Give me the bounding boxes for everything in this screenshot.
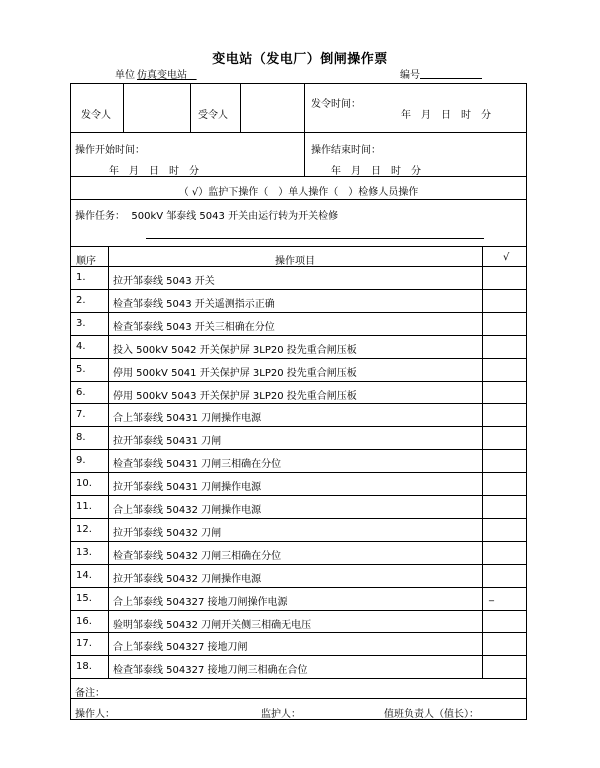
issuer-label: 发令人 <box>81 110 111 121</box>
column-header-item: 操作项目 <box>275 256 315 267</box>
row-seq: 7. <box>76 409 86 421</box>
divider <box>71 132 526 133</box>
table-row <box>71 495 526 518</box>
chief-label: 值班负责人（值长）： <box>384 709 479 720</box>
table-row <box>71 358 526 381</box>
divider <box>71 678 526 679</box>
receiver-field[interactable] <box>241 85 303 131</box>
table-row <box>71 587 526 610</box>
start-time-label: 操作开始时间： <box>75 145 145 156</box>
row-seq: 6. <box>76 386 86 398</box>
row-operation-item: 检查邹泰线 5043 开关三相确在分位 <box>113 321 275 333</box>
divider <box>71 246 526 247</box>
row-operation-item: 拉开邹泰线 50432 刀闸 <box>113 527 222 539</box>
supervisor-label: 监护人： <box>261 709 301 720</box>
issue-time-fields[interactable]: 年 月 日 时 分 <box>401 110 491 121</box>
row-seq: 2. <box>76 294 86 306</box>
number-blank <box>420 68 482 79</box>
unit-label: 单位 <box>115 70 135 81</box>
row-operation-item: 检查邹泰线 50431 刀闸三相确在分位 <box>113 459 282 471</box>
end-time-label: 操作结束时间： <box>311 145 381 156</box>
table-row <box>71 472 526 495</box>
row-seq: 8. <box>76 432 86 444</box>
ticket-table <box>70 83 527 720</box>
end-time-fields[interactable]: 年 月 日 时 分 <box>331 166 421 177</box>
task-line <box>75 207 338 222</box>
start-time-fields[interactable]: 年 月 日 时 分 <box>109 166 199 177</box>
table-row <box>71 335 526 358</box>
row-seq: 5. <box>76 363 86 375</box>
page-title: 变电站（发电厂）倒闸操作票 <box>212 52 388 67</box>
row-seq: 16. <box>76 615 92 627</box>
row-operation-item: 拉开邹泰线 5043 开关 <box>113 276 215 287</box>
row-operation-item: 投入 500kV 5042 开关保护屏 3LP20 投先重合闸压板 <box>113 344 357 356</box>
row-operation-item: 拉开邹泰线 50431 刀闸 <box>113 436 222 448</box>
unit-value: 仿真变电站 <box>137 70 187 81</box>
row-operation-item: 拉开邹泰线 50431 刀闸操作电源 <box>113 482 262 494</box>
table-row <box>71 426 526 449</box>
number-label: 编号 <box>400 70 420 81</box>
issue-time-label: 发令时间： <box>311 99 361 110</box>
row-seq: 12. <box>76 523 92 535</box>
column-header-seq: 顺序 <box>76 256 96 267</box>
table-row <box>71 632 526 655</box>
table-row <box>71 312 526 335</box>
remarks-label: 备注： <box>75 688 105 699</box>
table-row <box>71 610 526 633</box>
table-row <box>71 381 526 404</box>
row-operation-item: 停用 500kV 5043 开关保护屏 3LP20 投先重合闸压板 <box>113 390 357 402</box>
divider <box>71 176 526 177</box>
row-operation-item: 检查邹泰线 504327 接地刀闸三相确在合位 <box>113 665 308 677</box>
table-row <box>71 449 526 472</box>
task-text: 500kV 邹泰线 5043 开关由运行转为开关检修 <box>131 211 339 222</box>
row-seq: 11. <box>76 501 92 512</box>
divider <box>71 199 526 200</box>
row-seq: 3. <box>76 317 86 329</box>
row-seq: 17. <box>76 638 92 650</box>
row-seq: 18. <box>76 661 92 673</box>
table-row <box>71 403 526 426</box>
issuer-field[interactable] <box>124 85 189 131</box>
row-seq: 4. <box>76 340 86 352</box>
row-seq: 13. <box>76 546 92 558</box>
row-operation-item: 停用 500kV 5041 开关保护屏 3LP20 投先重合闸压板 <box>113 367 357 379</box>
row-seq: 1. <box>76 272 86 283</box>
operator-label: 操作人： <box>75 709 115 720</box>
table-row <box>71 289 526 312</box>
divider <box>190 84 191 132</box>
row-operation-item: 验明邹泰线 50432 刀闸开关侧三相确无电压 <box>113 619 312 631</box>
divider <box>71 698 526 699</box>
row-operation-item: 合上邹泰线 50432 刀闸操作电源 <box>113 505 262 516</box>
row-seq: 14. <box>76 569 92 581</box>
row-operation-item: 合上邹泰线 50431 刀闸操作电源 <box>113 413 262 425</box>
row-check-cell[interactable]: _ <box>489 590 494 602</box>
receiver-label: 受令人 <box>198 110 228 121</box>
row-seq: 10. <box>76 478 92 490</box>
row-operation-item: 合上邹泰线 504327 接地刀闸 <box>113 642 248 654</box>
table-row <box>71 655 526 678</box>
row-seq: 15. <box>76 592 92 604</box>
unit-line <box>115 66 197 81</box>
table-row <box>71 266 526 289</box>
table-row <box>71 541 526 564</box>
task-label: 操作任务： <box>75 211 125 222</box>
row-seq: 9. <box>76 455 86 467</box>
row-operation-item: 检查邹泰线 5043 开关遥测指示正确 <box>113 298 275 310</box>
number-line <box>400 66 482 81</box>
row-operation-item: 拉开邹泰线 50432 刀闸操作电源 <box>113 573 262 585</box>
operation-mode-line[interactable]: （ √）监护下操作（ ）单人操作（ ）检修人员操作 <box>178 187 419 198</box>
divider <box>304 84 305 176</box>
column-header-check: √ <box>503 252 510 263</box>
table-row <box>71 518 526 541</box>
row-operation-item: 合上邹泰线 504327 接地刀闸操作电源 <box>113 596 288 608</box>
row-operation-item: 检查邹泰线 50432 刀闸三相确在分位 <box>113 550 282 562</box>
table-row <box>71 564 526 587</box>
task-underline <box>146 238 484 239</box>
